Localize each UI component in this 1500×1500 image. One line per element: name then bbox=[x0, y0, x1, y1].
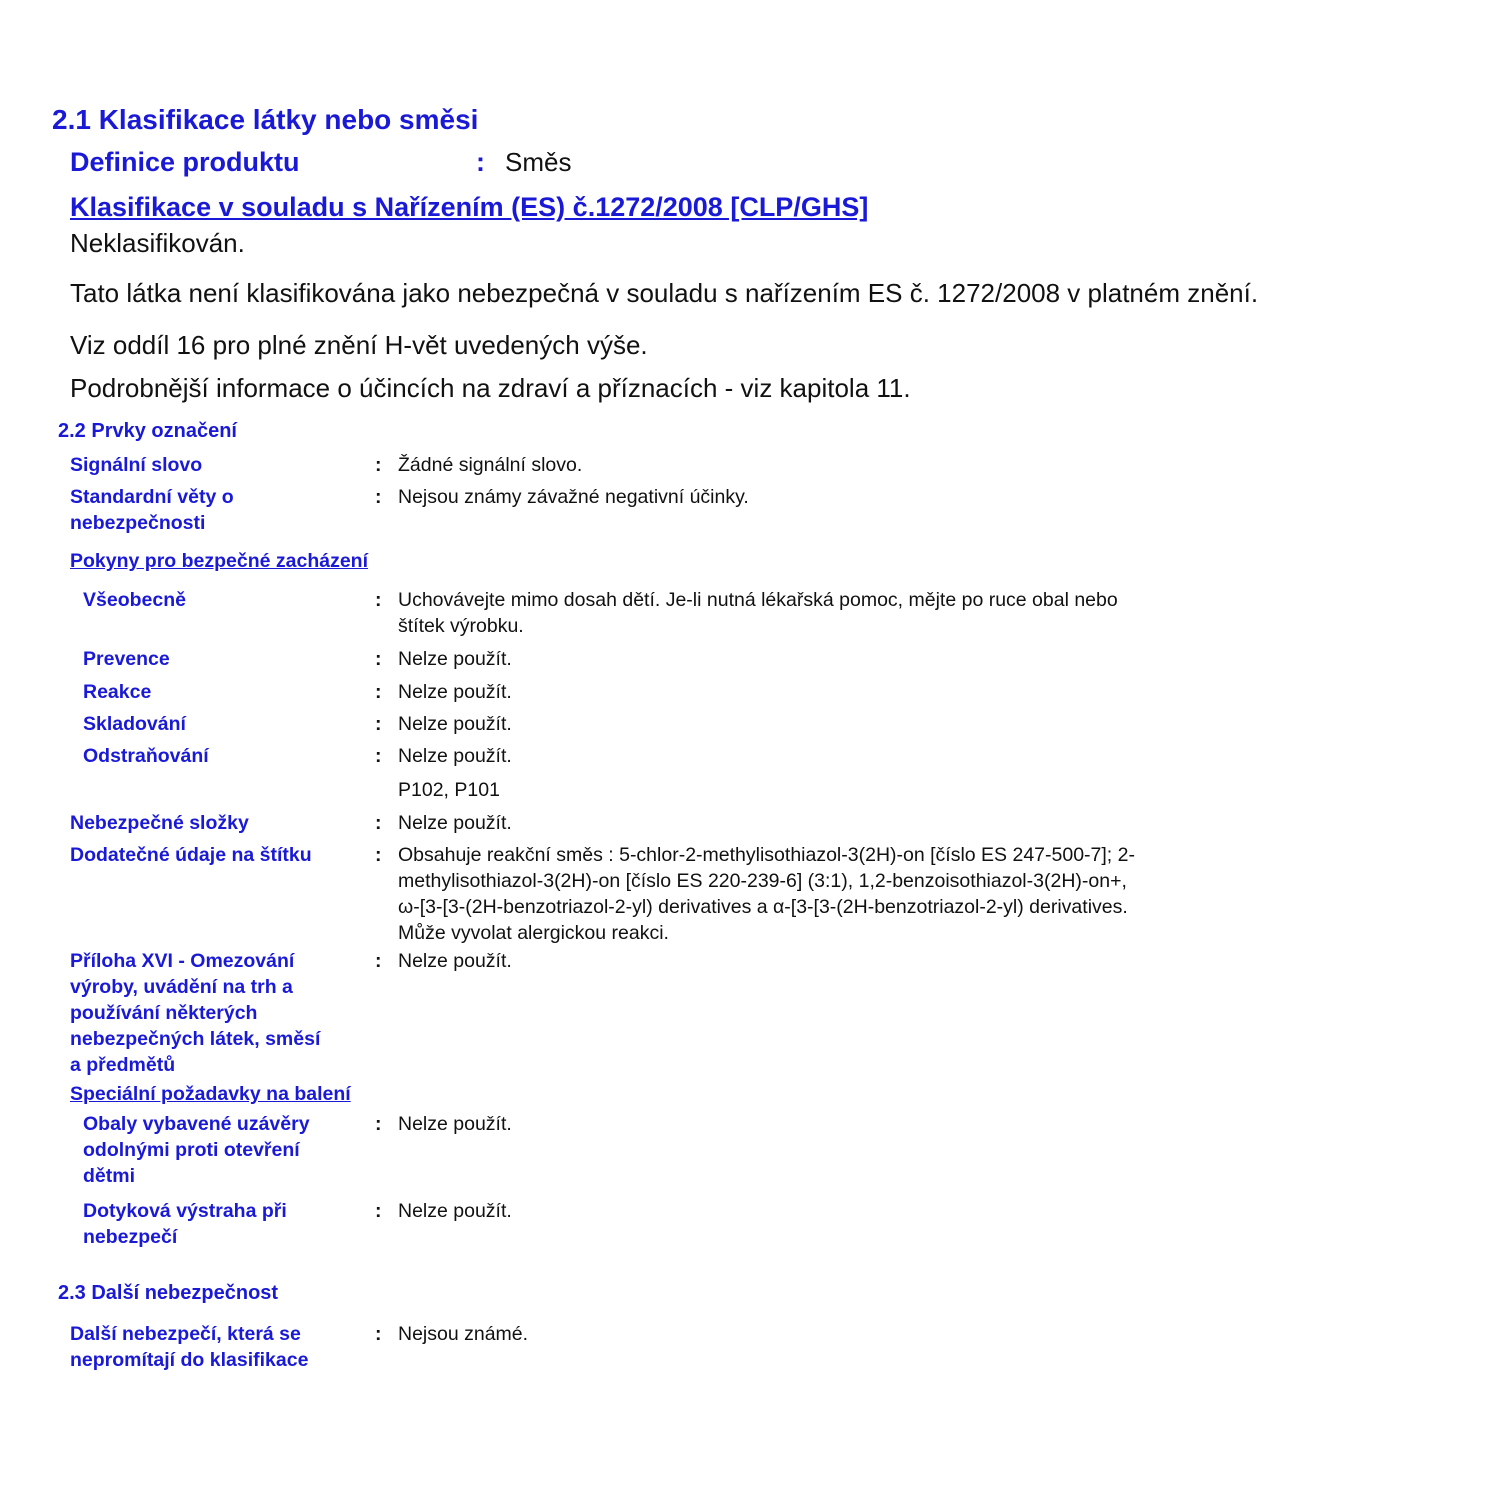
label-line: Standardní věty o bbox=[70, 486, 234, 508]
other-hazards-label bbox=[70, 1321, 308, 1373]
storage-label: Skladování bbox=[83, 713, 186, 735]
colon: : bbox=[375, 950, 382, 972]
response-value: Nelze použít. bbox=[398, 681, 512, 703]
annex-xvi-label bbox=[70, 948, 320, 1078]
product-definition-label: Definice produktu bbox=[70, 147, 300, 177]
value-line: Uchovávejte mimo dosah dětí. Je-li nutná lékařská pomoc, mějte po ruce obal nebo bbox=[398, 589, 1118, 611]
label-line: nebezpečnosti bbox=[70, 512, 206, 534]
label-line: Obaly vybavené uzávěry bbox=[83, 1113, 310, 1135]
general-label: Všeobecně bbox=[83, 589, 186, 611]
hazard-statements-value: Nejsou známy závažné negativní účinky. bbox=[398, 486, 749, 508]
p-codes: P102, P101 bbox=[398, 779, 500, 801]
signal-word-label: Signální slovo bbox=[70, 454, 203, 476]
prevention-label: Prevence bbox=[83, 648, 170, 670]
classification-note-1: Tato látka není klasifikována jako nebezpečná v souladu s nařízením ES č. 1272/2008 v platném znění. bbox=[70, 278, 1259, 308]
label-line: nepromítají do klasifikace bbox=[70, 1349, 309, 1371]
response-label: Reakce bbox=[83, 681, 152, 703]
not-classified-text: Neklasifikován. bbox=[70, 228, 245, 258]
colon: : bbox=[375, 589, 382, 611]
label-line: dětmi bbox=[83, 1165, 136, 1187]
colon: : bbox=[375, 1323, 382, 1345]
colon: : bbox=[375, 1200, 382, 1222]
tactile-warning-label bbox=[83, 1198, 287, 1250]
supplemental-value bbox=[398, 842, 1135, 946]
value-line: štítek výrobku. bbox=[398, 615, 524, 637]
colon: : bbox=[375, 745, 382, 767]
annex-xvi-value: Nelze použít. bbox=[398, 950, 512, 972]
colon: : bbox=[375, 1113, 382, 1135]
clp-classification-heading: Klasifikace v souladu s Nařízením (ES) č.1272/2008 [CLP/GHS] bbox=[70, 192, 869, 222]
packaging-requirements-heading: Speciální požadavky na balení bbox=[70, 1083, 351, 1105]
label-line: nebezpečí bbox=[83, 1226, 178, 1248]
hazardous-ingredients-value: Nelze použít. bbox=[398, 812, 512, 834]
product-definition-value: Směs bbox=[505, 147, 572, 177]
child-resistant-value: Nelze použít. bbox=[398, 1113, 512, 1135]
label-line: odolnými proti otevření bbox=[83, 1139, 300, 1161]
section-2-1-heading: 2.1 Klasifikace látky nebo směsi bbox=[52, 104, 479, 135]
label-line: výroby, uvádění na trh a bbox=[70, 976, 293, 998]
tactile-warning-value: Nelze použít. bbox=[398, 1200, 512, 1222]
colon: : bbox=[375, 648, 382, 670]
hazardous-ingredients-label: Nebezpečné složky bbox=[70, 812, 249, 834]
colon: : bbox=[375, 713, 382, 735]
colon: : bbox=[375, 681, 382, 703]
other-hazards-value: Nejsou známé. bbox=[398, 1323, 529, 1345]
precautionary-statements-heading: Pokyny pro bezpečné zacházení bbox=[70, 550, 369, 572]
label-line: Další nebezpečí, která se bbox=[70, 1323, 301, 1345]
label-line: Příloha XVI - Omezování bbox=[70, 950, 295, 972]
signal-word-value: Žádné signální slovo. bbox=[398, 454, 583, 476]
label-line: Dotyková výstraha při bbox=[83, 1200, 287, 1222]
classification-note-2: Viz oddíl 16 pro plné znění H-vět uvedených výše. bbox=[70, 330, 648, 360]
hazard-statements-label bbox=[70, 484, 234, 536]
label-line: a předmětů bbox=[70, 1054, 176, 1076]
section-2-3-heading: 2.3 Další nebezpečnost bbox=[58, 1282, 279, 1304]
storage-value: Nelze použít. bbox=[398, 713, 512, 735]
prevention-value: Nelze použít. bbox=[398, 648, 512, 670]
colon: : bbox=[375, 486, 382, 508]
value-line: Obsahuje reakční směs : 5-chlor-2-methylisothiazol-3(2H)-on [číslo ES 247-500-7]; 2- bbox=[398, 844, 1135, 866]
disposal-label: Odstraňování bbox=[83, 745, 209, 767]
classification-note-3: Podrobnější informace o účincích na zdraví a příznacích - viz kapitola 11. bbox=[70, 373, 911, 403]
supplemental-label: Dodatečné údaje na štítku bbox=[70, 844, 312, 866]
child-resistant-label bbox=[83, 1111, 310, 1189]
value-line: methylisothiazol-3(2H)-on [číslo ES 220-239-6] (3:1), 1,2-benzoisothiazol-3(2H)-on+, bbox=[398, 870, 1127, 892]
disposal-value: Nelze použít. bbox=[398, 745, 512, 767]
value-line: ω-[3-[3-(2H-benzotriazol-2-yl) derivatives a α-[3-[3-(2H-benzotriazol-2-yl) derivatives. bbox=[398, 896, 1128, 918]
label-line: používání některých bbox=[70, 1002, 258, 1024]
colon: : bbox=[375, 844, 382, 866]
label-line: nebezpečných látek, směsí bbox=[70, 1028, 321, 1050]
colon: : bbox=[375, 812, 382, 834]
value-line: Může vyvolat alergickou reakci. bbox=[398, 922, 669, 944]
general-value bbox=[398, 587, 1118, 639]
product-definition-colon: : bbox=[476, 147, 485, 177]
section-2-2-heading: 2.2 Prvky označení bbox=[58, 420, 237, 442]
colon: : bbox=[375, 454, 382, 476]
